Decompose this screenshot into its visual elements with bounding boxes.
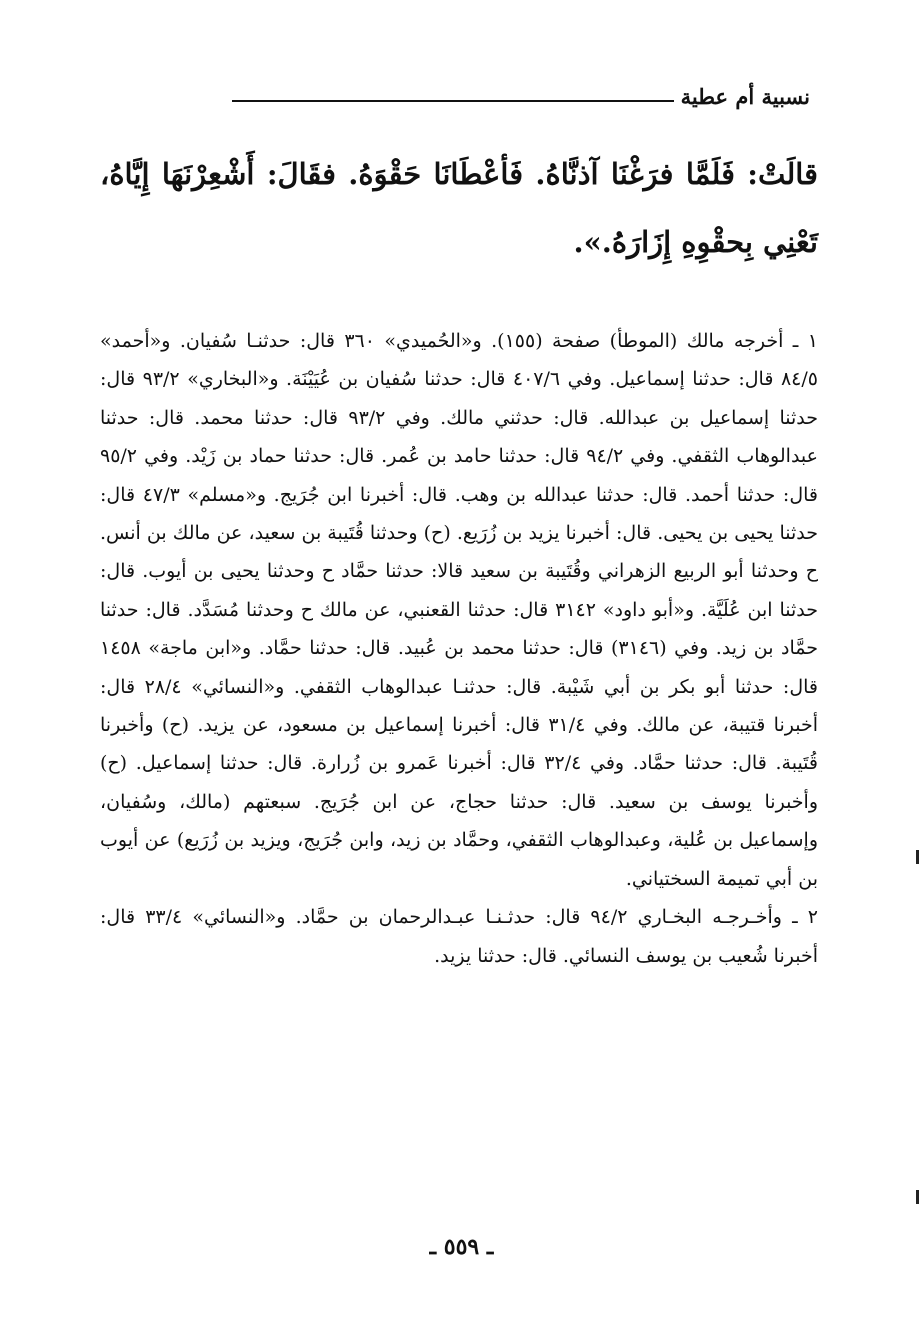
- quote-text: قالَتْ: فَلَمَّا فرَغْنَا آذنَّاهُ. فَأعْطَانَا حَقْوَهُ. فقَالَ: أَشْعِرْنَهَا إِيَّاهُ، تَعْنِي بِحقْوِهِ إِزَارَهُ.».: [100, 157, 818, 259]
- header-title: نسبية أم عطية: [680, 84, 810, 109]
- margin-mark: [916, 1190, 919, 1204]
- running-header: [100, 78, 810, 118]
- margin-mark: [916, 850, 919, 864]
- footnote-2: ٢ ـ وأخـرجـه البخـاري ٩٤/٢ قال: حدثـنـا عبـدالرحمان بن حمَّاد. و«النسائي» ٣٣/٤ قال: أخبرنا شُعيب بن يوسف النسائي. قال: حدثنا يزيد.: [100, 906, 818, 967]
- page-number: ـ ٥٥٩ ـ: [429, 1234, 494, 1260]
- header-rule: [232, 100, 674, 102]
- hadith-quote: [100, 140, 818, 276]
- footnotes: [100, 322, 818, 975]
- footnote-1: ١ ـ أخرجه مالك (الموطأ) صفحة (١٥٥). و«الحُميدي» ٣٦٠ قال: حدثنـا سُفيان. و«أحمد» ٨٤/٥ قال: حدثنا إسماعيل. وفي ٤٠٧/٦ قال: حدثنا سُفيان بن عُيَيْنَة. و«البخاري» ٩٣/٢ قال: حدثنا إسماعيل بن عبدالله. قال: حدثني مالك. وفي ٩٣/٢ قال: حدثنا محمد. قال: حدثنا عبدالوهاب الثقفي. وفي ٩٤/٢ قال: حدثنا حامد بن عُمر. قال: حدثنا حماد بن زَيْد. وفي ٩٥/٢ قال: حدثنا أحمد. قال: حدثنا عبدالله بن وهب. قال: أخبرنا ابن جُرَيج. و«مسلم» ٤٧/٣ قال: حدثنا يحيى بن يحيى. قال: أخبرنا يزيد بن زُرَيع. (ح) وحدثنا قُتَيبة بن سعيد، عن مالك بن أنس. ح وحدثنا أبو الربيع الزهراني وقُتَيبة بن سعيد قالا: حدثنا حمَّاد ح وحدثنا يحيى بن أيوب. قال: حدثنا ابن عُلَيَّة. و«أبو داود» ٣١٤٢ قال: حدثنا القعنبي، عن مالك ح وحدثنا مُسَدَّد. قال: حدثنا حمَّاد بن زيد. وفي (٣١٤٦) قال: حدثنا محمد بن عُبيد. قال: حدثنا حمَّاد. و«ابن ماجة» ١٤٥٨ قال: حدثنا أبو بكر بن أبي شَيْبة. قال: حدثنـا عبدالوهاب الثقفي. و«النسائي» ٢٨/٤ قال: أخبرنا قتيبة، عن مالك. وفي ٣١/٤ قال: أخبرنا إسماعيل بن مسعود، عن يزيد. (ح) وأخبرنا قُتَيبة. قال: حدثنا حمَّاد. وفي ٣٢/٤ قال: أخبرنا عَمرو بن زُرارة. قال: حدثنا إسماعيل. (ح) وأخبرنا يوسف بن سعيد. قال: حدثنا حجاج، عن ابن جُرَيج. سبعتهم (مالك، وسُفيان، وإسماعيل بن عُلية، وعبدالوهاب الثقفي، وحمَّاد بن زيد، وابن جُرَيج، ويزيد بن زُرَيع) عن أيوب بن أبي تميمة السختياني.: [100, 330, 819, 890]
